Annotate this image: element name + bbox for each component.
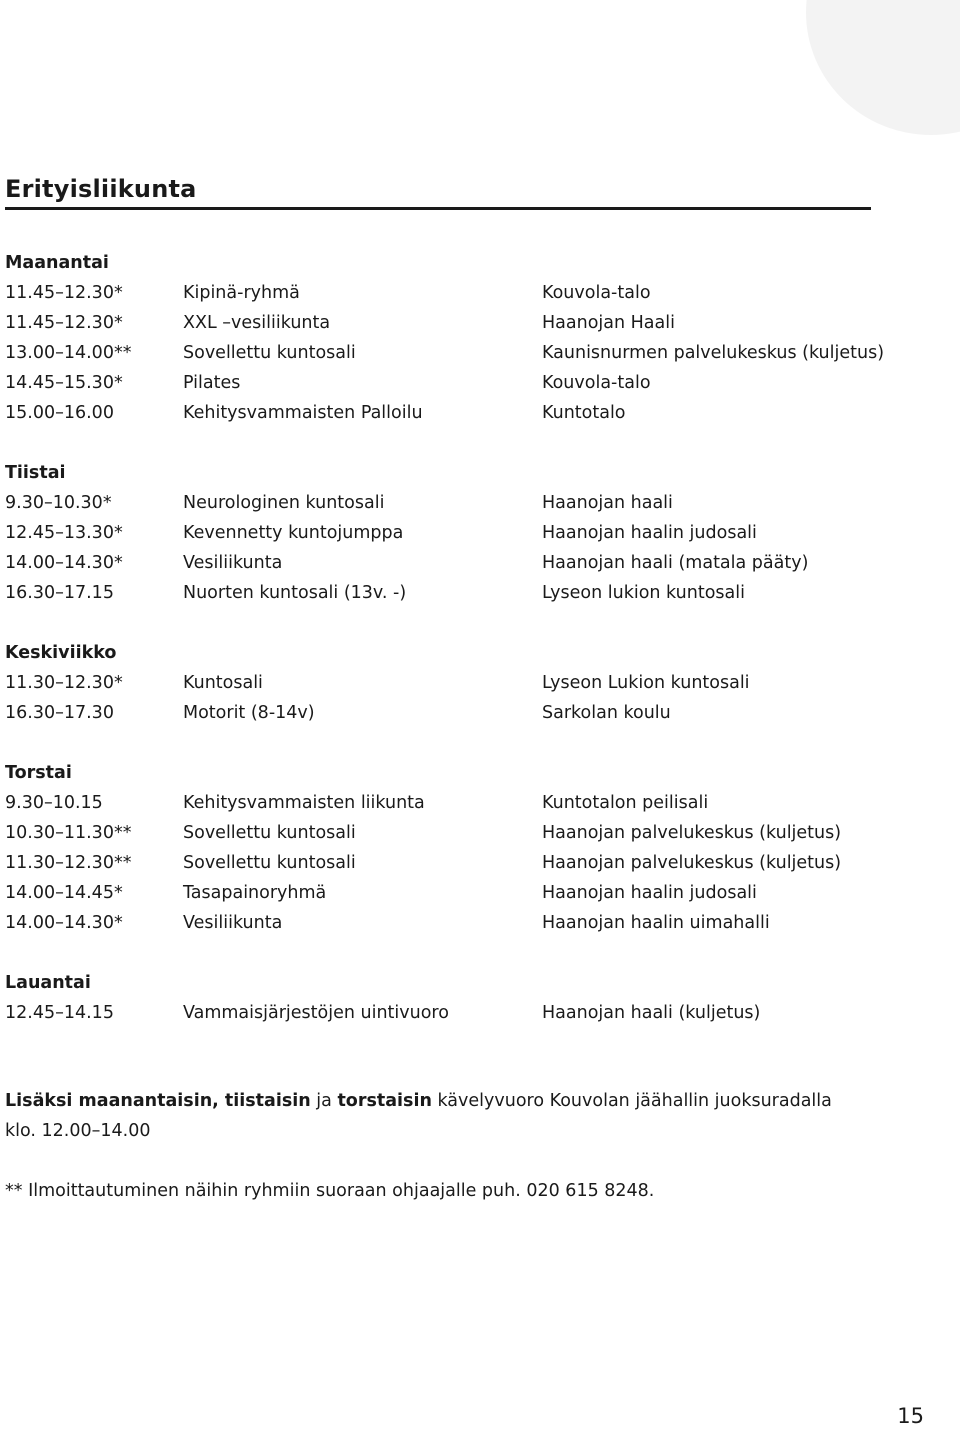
day-block-maanantai: [5, 248, 905, 428]
schedule-place: Haanojan Haali: [542, 313, 675, 333]
schedule-time: 13.00–14.00**: [5, 343, 132, 363]
note-bold-days-1: Lisäksi maanantaisin, tiistaisin: [5, 1091, 311, 1111]
schedule-row: [5, 488, 905, 518]
schedule-time: 9.30–10.15: [5, 793, 103, 813]
schedule-row: [5, 848, 905, 878]
schedule-activity: Vesiliikunta: [183, 553, 283, 573]
title-underline: [5, 207, 871, 210]
schedule-place: Kuntotalo: [542, 403, 626, 423]
schedule-time: 16.30–17.15: [5, 583, 114, 603]
page-title: Erityisliikunta: [5, 175, 197, 203]
schedule-row: [5, 308, 905, 338]
schedule-row: [5, 368, 905, 398]
weekly-schedule: [5, 248, 905, 1058]
schedule-activity: XXL –vesiliikunta: [183, 313, 331, 333]
schedule-activity: Neurologinen kuntosali: [183, 493, 385, 513]
schedule-activity: Kehitysvammaisten Palloilu: [183, 403, 423, 423]
schedule-row: [5, 998, 905, 1028]
schedule-time: 16.30–17.30: [5, 703, 114, 723]
schedule-place: Haanojan haali (matala pääty): [542, 553, 809, 573]
schedule-activity: Sovellettu kuntosali: [183, 343, 356, 363]
schedule-place: Haanojan haali: [542, 493, 673, 513]
schedule-activity: Vesiliikunta: [183, 913, 283, 933]
schedule-activity: Kevennetty kuntojumppa: [183, 523, 404, 543]
schedule-place: Haanojan haalin judosali: [542, 523, 757, 543]
day-block-torstai: [5, 758, 905, 938]
day-heading: Maanantai: [5, 253, 109, 273]
schedule-row: [5, 878, 905, 908]
schedule-place: Haanojan haalin uimahalli: [542, 913, 770, 933]
registration-footnote: ** Ilmoittautuminen näihin ryhmiin suoraan ohjaajalle puh. 020 615 8248.: [5, 1181, 655, 1201]
schedule-place: Haanojan haalin judosali: [542, 883, 757, 903]
schedule-place: Kuntotalon peilisali: [542, 793, 709, 813]
schedule-place: Kouvola-talo: [542, 373, 651, 393]
day-heading: Torstai: [5, 763, 72, 783]
schedule-time: 11.45–12.30*: [5, 313, 123, 333]
schedule-place: Haanojan haali (kuljetus): [542, 1003, 761, 1023]
note-conjunction: ja: [310, 1091, 338, 1111]
schedule-time: 9.30–10.30*: [5, 493, 112, 513]
schedule-time: 11.30–12.30*: [5, 673, 123, 693]
note-text: kävelyvuoro Kouvolan jäähallin juoksuradalla: [431, 1091, 832, 1111]
schedule-row: [5, 578, 905, 608]
schedule-time: 14.45–15.30*: [5, 373, 123, 393]
schedule-place: Haanojan palvelukeskus (kuljetus): [542, 853, 842, 873]
schedule-time: 15.00–16.00: [5, 403, 114, 423]
day-block-tiistai: [5, 458, 905, 608]
schedule-activity: Kipinä-ryhmä: [183, 283, 300, 303]
schedule-time: 10.30–11.30**: [5, 823, 132, 843]
schedule-row: [5, 668, 905, 698]
schedule-activity: Nuorten kuntosali (13v. -): [183, 583, 407, 603]
schedule-time: 11.30–12.30**: [5, 853, 132, 873]
additional-note: [5, 1086, 905, 1146]
schedule-time: 12.45–14.15: [5, 1003, 114, 1023]
day-block-lauantai: [5, 968, 905, 1028]
schedule-time: 12.45–13.30*: [5, 523, 123, 543]
schedule-place: Kaunisnurmen palvelukeskus (kuljetus): [542, 343, 885, 363]
day-heading: Tiistai: [5, 463, 66, 483]
schedule-place: Kouvola-talo: [542, 283, 651, 303]
schedule-activity: Motorit (8-14v): [183, 703, 315, 723]
schedule-row: [5, 788, 905, 818]
schedule-row: [5, 818, 905, 848]
schedule-place: Haanojan palvelukeskus (kuljetus): [542, 823, 842, 843]
schedule-row: [5, 698, 905, 728]
day-heading: Keskiviikko: [5, 643, 117, 663]
schedule-row: [5, 548, 905, 578]
schedule-time: 11.45–12.30*: [5, 283, 123, 303]
day-heading: Lauantai: [5, 973, 91, 993]
schedule-place: Lyseon lukion kuntosali: [542, 583, 745, 603]
schedule-row: [5, 338, 905, 368]
schedule-row: [5, 398, 905, 428]
note-line-1: [5, 1086, 905, 1116]
schedule-row: [5, 278, 905, 308]
schedule-time: 14.00–14.45*: [5, 883, 123, 903]
decorative-corner-shape: [806, 0, 960, 135]
schedule-activity: Pilates: [183, 373, 241, 393]
schedule-place: Lyseon Lukion kuntosali: [542, 673, 750, 693]
schedule-activity: Sovellettu kuntosali: [183, 823, 356, 843]
schedule-place: Sarkolan koulu: [542, 703, 671, 723]
page-number: 15: [897, 1404, 924, 1428]
note-bold-days-2: torstaisin: [337, 1091, 432, 1111]
schedule-activity: Vammaisjärjestöjen uintivuoro: [183, 1003, 449, 1023]
schedule-activity: Kuntosali: [183, 673, 263, 693]
schedule-time: 14.00–14.30*: [5, 553, 123, 573]
day-block-keskiviikko: [5, 638, 905, 728]
schedule-row: [5, 908, 905, 938]
schedule-activity: Kehitysvammaisten liikunta: [183, 793, 425, 813]
schedule-time: 14.00–14.30*: [5, 913, 123, 933]
schedule-activity: Sovellettu kuntosali: [183, 853, 356, 873]
schedule-row: [5, 518, 905, 548]
schedule-activity: Tasapainoryhmä: [183, 883, 327, 903]
note-line-2: klo. 12.00–14.00: [5, 1121, 151, 1141]
